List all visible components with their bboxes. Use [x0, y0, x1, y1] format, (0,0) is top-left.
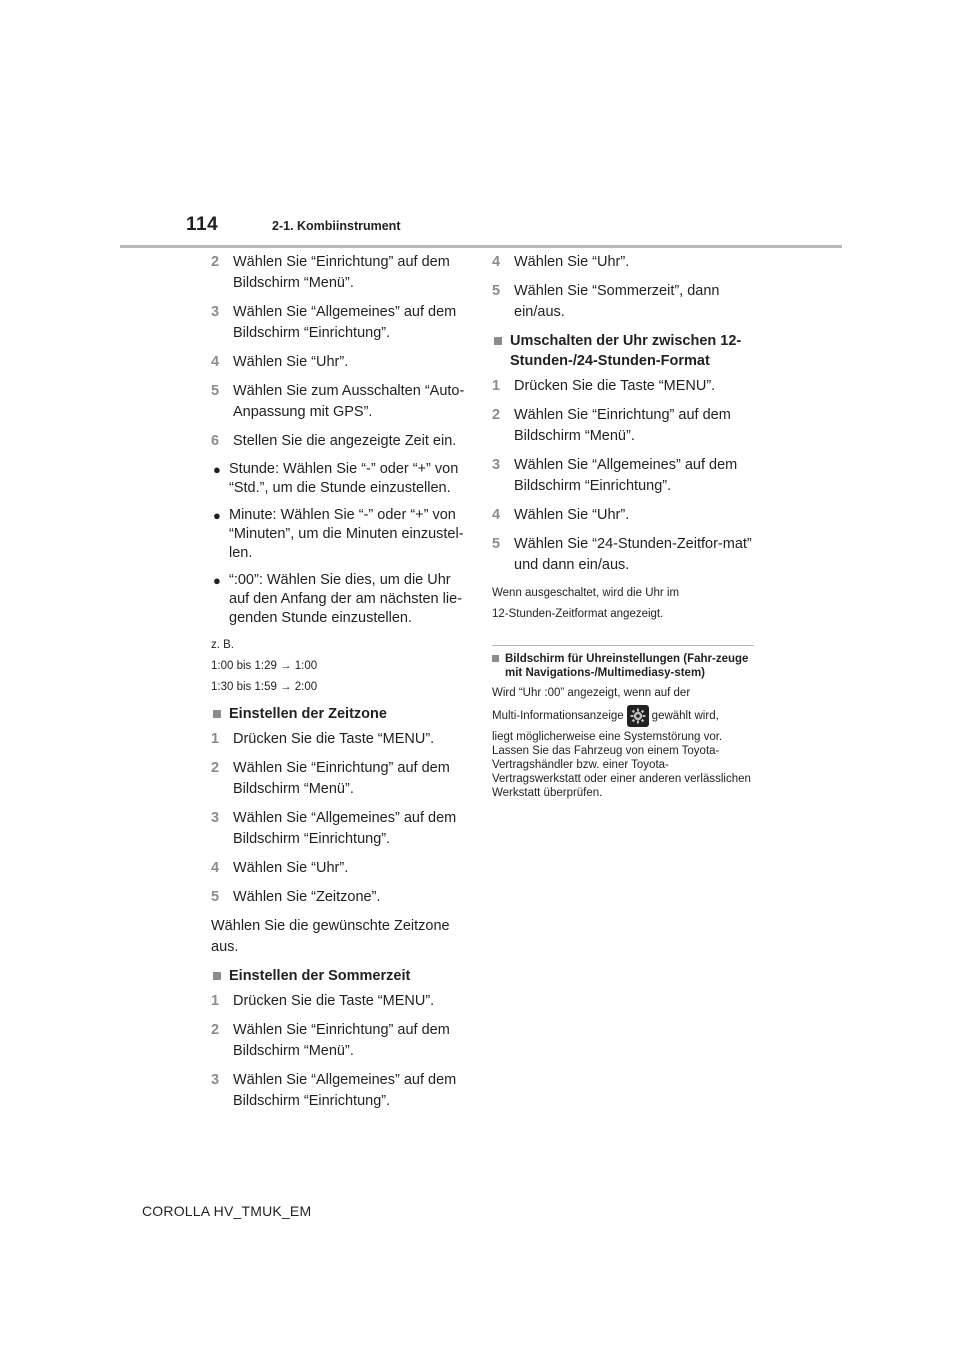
step-item	[492, 252, 754, 273]
note-heading-text: Bildschirm für Uhreinstellungen (Fahr-zeuge mit Navigations-/Multimediasy-stem)	[505, 653, 749, 679]
section-title: 2-1. Kombiinstrument	[272, 219, 401, 233]
subheading-text: Einstellen der Zeitzone	[229, 706, 387, 722]
step-text: Wählen Sie “Allgemeines” auf dem Bildschirm “Einrichtung”.	[514, 457, 738, 494]
bullet-text: “:00”: Wählen Sie dies, um die Uhr auf den Anfang der am nächsten lie-genden Stunde einzustellen.	[229, 572, 462, 626]
step-text: Wählen Sie “Allgemeines” auf dem Bildschirm “Einrichtung”.	[233, 810, 457, 847]
step-number: 1	[211, 731, 220, 747]
step-number: 2	[211, 1022, 220, 1038]
step-number: 3	[211, 810, 220, 826]
bullet-dot-icon: ●	[213, 573, 221, 588]
step-text: Drücken Sie die Taste “MENU”.	[233, 993, 435, 1009]
note-heading	[492, 652, 754, 680]
step-number: 6	[211, 433, 220, 449]
note-line: Wird “Uhr :00” angezeigt, wenn auf der	[492, 687, 691, 699]
footer-model-code: COROLLA HV_TMUK_EM	[142, 1203, 312, 1219]
step-text: Wählen Sie “Zeitzone”.	[233, 889, 381, 905]
square-bullet-icon	[213, 972, 221, 980]
step-item	[211, 1020, 473, 1062]
square-bullet-icon	[494, 337, 502, 345]
step-number: 5	[211, 383, 220, 399]
bullet-text: Minute: Wählen Sie “-” oder “+” von “Minuten”, um die Minuten einzustel-len.	[229, 507, 464, 561]
bullet-dot-icon: ●	[213, 508, 221, 523]
subheading-text: Einstellen der Sommerzeit	[229, 968, 411, 984]
step-item	[211, 252, 473, 294]
example-line: 1:00 bis 1:29 → 1:00	[211, 660, 318, 672]
bullet-dot-icon: ●	[213, 462, 221, 477]
subheading-format	[492, 331, 754, 371]
subheading-dst	[211, 966, 473, 986]
step-text: Drücken Sie die Taste “MENU”.	[233, 731, 435, 747]
left-column	[211, 252, 473, 1120]
step-number: 5	[492, 283, 501, 299]
step-text: Wählen Sie “Uhr”.	[233, 860, 349, 876]
example-line: 1:30 bis 1:59 → 2:00	[211, 681, 318, 693]
step-text: Wählen Sie “Allgemeines” auf dem Bildschirm “Einrichtung”.	[233, 1072, 457, 1109]
step-number: 5	[211, 889, 220, 905]
step-number: 2	[211, 254, 220, 270]
step-number: 1	[492, 378, 501, 394]
step-text: Wählen Sie “Uhr”.	[233, 354, 349, 370]
step-item	[211, 858, 473, 879]
step-item	[211, 887, 473, 908]
step-text: Wählen Sie “Einrichtung” auf dem Bildschirm “Menü”.	[514, 407, 731, 444]
step-text: Wählen Sie “Einrichtung” auf dem Bildschirm “Menü”.	[233, 254, 450, 291]
step-text: Stellen Sie die angezeigte Zeit ein.	[233, 433, 457, 449]
note-text-part: gewählt wird,	[651, 710, 719, 723]
step-number: 4	[211, 354, 220, 370]
bullet-item	[211, 571, 473, 628]
step-text: Wählen Sie “Uhr”.	[514, 507, 630, 523]
step-text: Wählen Sie “24-Stunden-Zeitfor-mat” und dann ein/aus.	[514, 536, 752, 573]
note-paragraph: liegt möglicherweise eine Systemstörung vor. Lassen Sie das Fahrzeug von einem Toyota-Vertragshändler bzw. einer Toyota-Vertragswerkstatt oder einer anderen verlässlichen Werkstatt überprüfen.	[492, 731, 751, 799]
format-note-line: Wenn ausgeschaltet, wird die Uhr im	[492, 587, 680, 599]
gear-icon	[627, 705, 649, 727]
header-divider	[120, 245, 842, 248]
subheading-text: Umschalten der Uhr zwischen 12-Stunden-/24-Stunden-Format	[510, 333, 742, 369]
note-text-part: Multi-Informationsanzeige	[492, 710, 624, 723]
step-item	[211, 808, 473, 850]
step-item	[211, 302, 473, 344]
subheading-timezone	[211, 704, 473, 724]
step-text: Wählen Sie “Allgemeines” auf dem Bildschirm “Einrichtung”.	[233, 304, 457, 341]
bullet-item	[211, 506, 473, 563]
step-number: 4	[211, 860, 220, 876]
step-text: Wählen Sie “Einrichtung” auf dem Bildschirm “Menü”.	[233, 760, 450, 797]
step-text: Drücken Sie die Taste “MENU”.	[514, 378, 716, 394]
bullet-item	[211, 460, 473, 498]
step-item	[211, 431, 473, 452]
step-number: 3	[211, 304, 220, 320]
step-text: Wählen Sie “Uhr”.	[514, 254, 630, 270]
note-line	[492, 705, 754, 727]
step-item	[492, 405, 754, 447]
step-text: Wählen Sie zum Ausschalten “Auto-Anpassung mit GPS”.	[233, 383, 465, 420]
square-bullet-icon	[213, 710, 221, 718]
step-item	[492, 534, 754, 576]
step-item	[211, 352, 473, 373]
timezone-paragraph: Wählen Sie die gewünschte Zeitzone aus.	[211, 918, 450, 955]
step-text: Wählen Sie “Sommerzeit”, dann ein/aus.	[514, 283, 720, 320]
step-text: Wählen Sie “Einrichtung” auf dem Bildschirm “Menü”.	[233, 1022, 450, 1059]
step-number: 3	[492, 457, 501, 473]
step-number: 3	[211, 1072, 220, 1088]
step-item	[492, 505, 754, 526]
step-number: 2	[211, 760, 220, 776]
step-item	[211, 729, 473, 750]
right-column	[492, 252, 754, 800]
step-number: 4	[492, 507, 501, 523]
step-item	[492, 455, 754, 497]
step-number: 4	[492, 254, 501, 270]
step-item	[492, 281, 754, 323]
format-note-line: 12-Stunden-Zeitformat angezeigt.	[492, 608, 664, 620]
step-number: 5	[492, 536, 501, 552]
step-item	[492, 376, 754, 397]
note-divider	[492, 645, 754, 646]
step-item	[211, 381, 473, 423]
step-number: 2	[492, 407, 501, 423]
step-number: 1	[211, 993, 220, 1009]
page-number: 114	[186, 214, 219, 235]
step-item	[211, 991, 473, 1012]
step-item	[211, 758, 473, 800]
square-bullet-icon	[492, 655, 499, 662]
bullet-text: Stunde: Wählen Sie “-” oder “+” von “Std.”, um die Stunde einzustellen.	[229, 461, 459, 496]
step-item	[211, 1070, 473, 1112]
example-label: z. B.	[211, 639, 235, 651]
